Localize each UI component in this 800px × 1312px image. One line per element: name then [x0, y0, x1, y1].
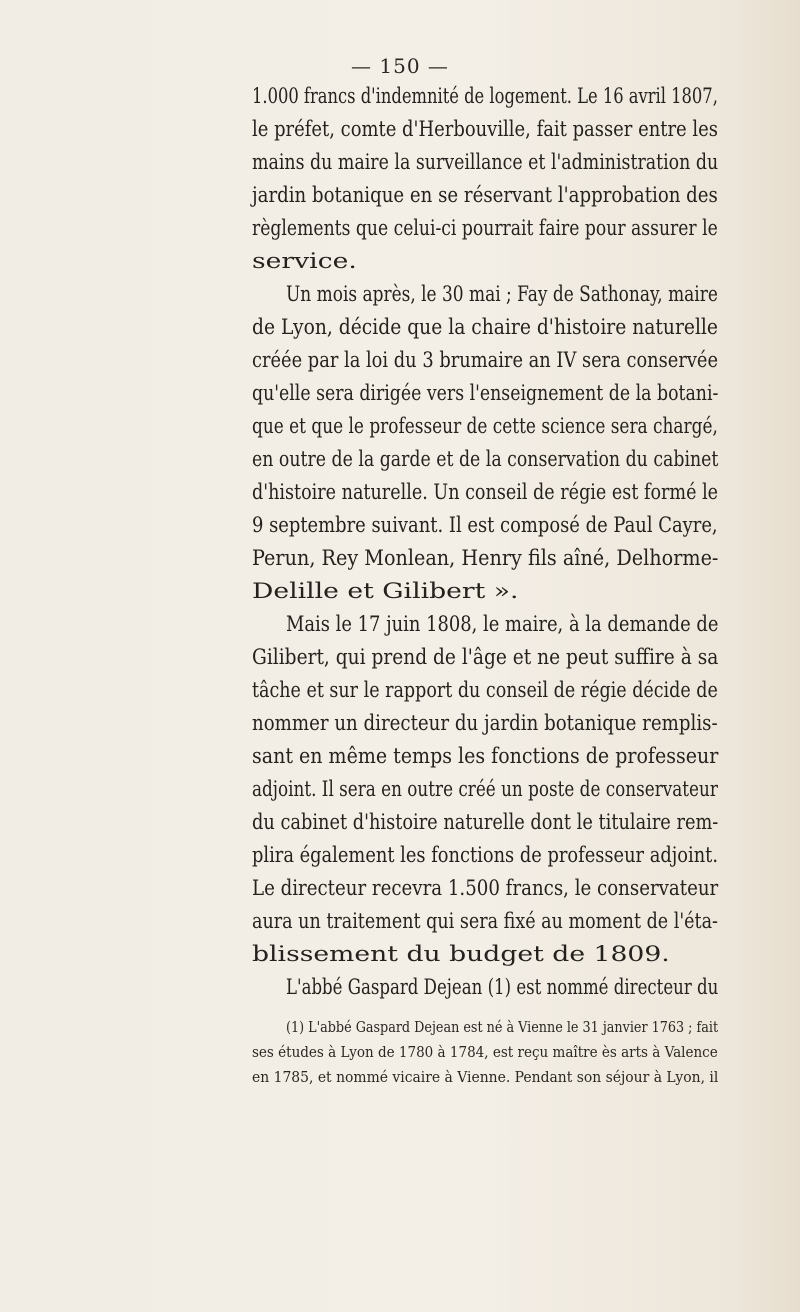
body-line: 1.000 francs d'indemnité de logement. Le 16 avril 1807, — [252, 84, 718, 109]
body-line: Un mois après, le 30 mai ; Fay de Sathonay, maire — [286, 282, 718, 307]
body-line: tâche et sur le rapport du conseil de régie décide de — [252, 678, 718, 703]
footnote-line: ses études à Lyon de 1780 à 1784, est reçu maître ès arts à Valence — [252, 1043, 718, 1061]
body-line: mains du maire la surveillance et l'administration du — [252, 150, 719, 175]
body-line: sant en même temps les fonctions de professeur — [252, 744, 719, 769]
body-line: plira également les fonctions de professeur adjoint. — [252, 843, 719, 868]
body-line: d'histoire naturelle. Un conseil de régie est formé le — [252, 480, 719, 505]
body-line: nommer un directeur du jardin botanique remplis- — [252, 711, 718, 736]
page-number: — 150 — — [351, 54, 449, 78]
body-line: Perun, Rey Monlean, Henry fils aîné, Delhorme- — [252, 546, 719, 571]
body-line: Gilibert, qui prend de l'âge et ne peut suffire à sa — [252, 645, 719, 670]
footnote-line: en 1785, et nommé vicaire à Vienne. Pendant son séjour à Lyon, il — [252, 1068, 719, 1086]
body-line: adjoint. Il sera en outre créé un poste de conservateur — [252, 777, 718, 802]
body-line: que et que le professeur de cette science sera chargé, — [252, 414, 718, 439]
body-line: blissement du budget de 1809. — [252, 942, 670, 967]
body-line: règlements que celui-ci pourrait faire pour assurer le — [252, 216, 718, 241]
body-line: du cabinet d'histoire naturelle dont le titulaire rem- — [252, 810, 719, 835]
body-line: qu'elle sera dirigée vers l'enseignement de la botani- — [252, 381, 719, 406]
body-line: Le directeur recevra 1.500 francs, le conservateur — [252, 876, 719, 901]
body-line: le préfet, comte d'Herbouville, fait passer entre les — [252, 117, 718, 142]
body-line: créée par la loi du 3 brumaire an IV sera conservée — [252, 348, 719, 373]
body-line: L'abbé Gaspard Dejean (1) est nommé directeur du — [286, 975, 719, 1000]
body-line: de Lyon, décide que la chaire d'histoire naturelle — [252, 315, 718, 340]
body-line: service. — [252, 249, 357, 274]
body-line: Mais le 17 juin 1808, le maire, à la demande de — [286, 612, 719, 637]
body-line: jardin botanique en se réservant l'approbation des — [252, 183, 718, 208]
body-line: 9 septembre suivant. Il est composé de Paul Cayre, — [252, 513, 718, 538]
body-line: Delille et Gilibert ». — [252, 579, 519, 604]
body-line: en outre de la garde et de la conservation du cabinet — [252, 447, 719, 472]
footnote-line: (1) L'abbé Gaspard Dejean est né à Vienne le 31 janvier 1763 ; fait — [286, 1018, 719, 1036]
body-line: aura un traitement qui sera fixé au moment de l'éta- — [252, 909, 718, 934]
